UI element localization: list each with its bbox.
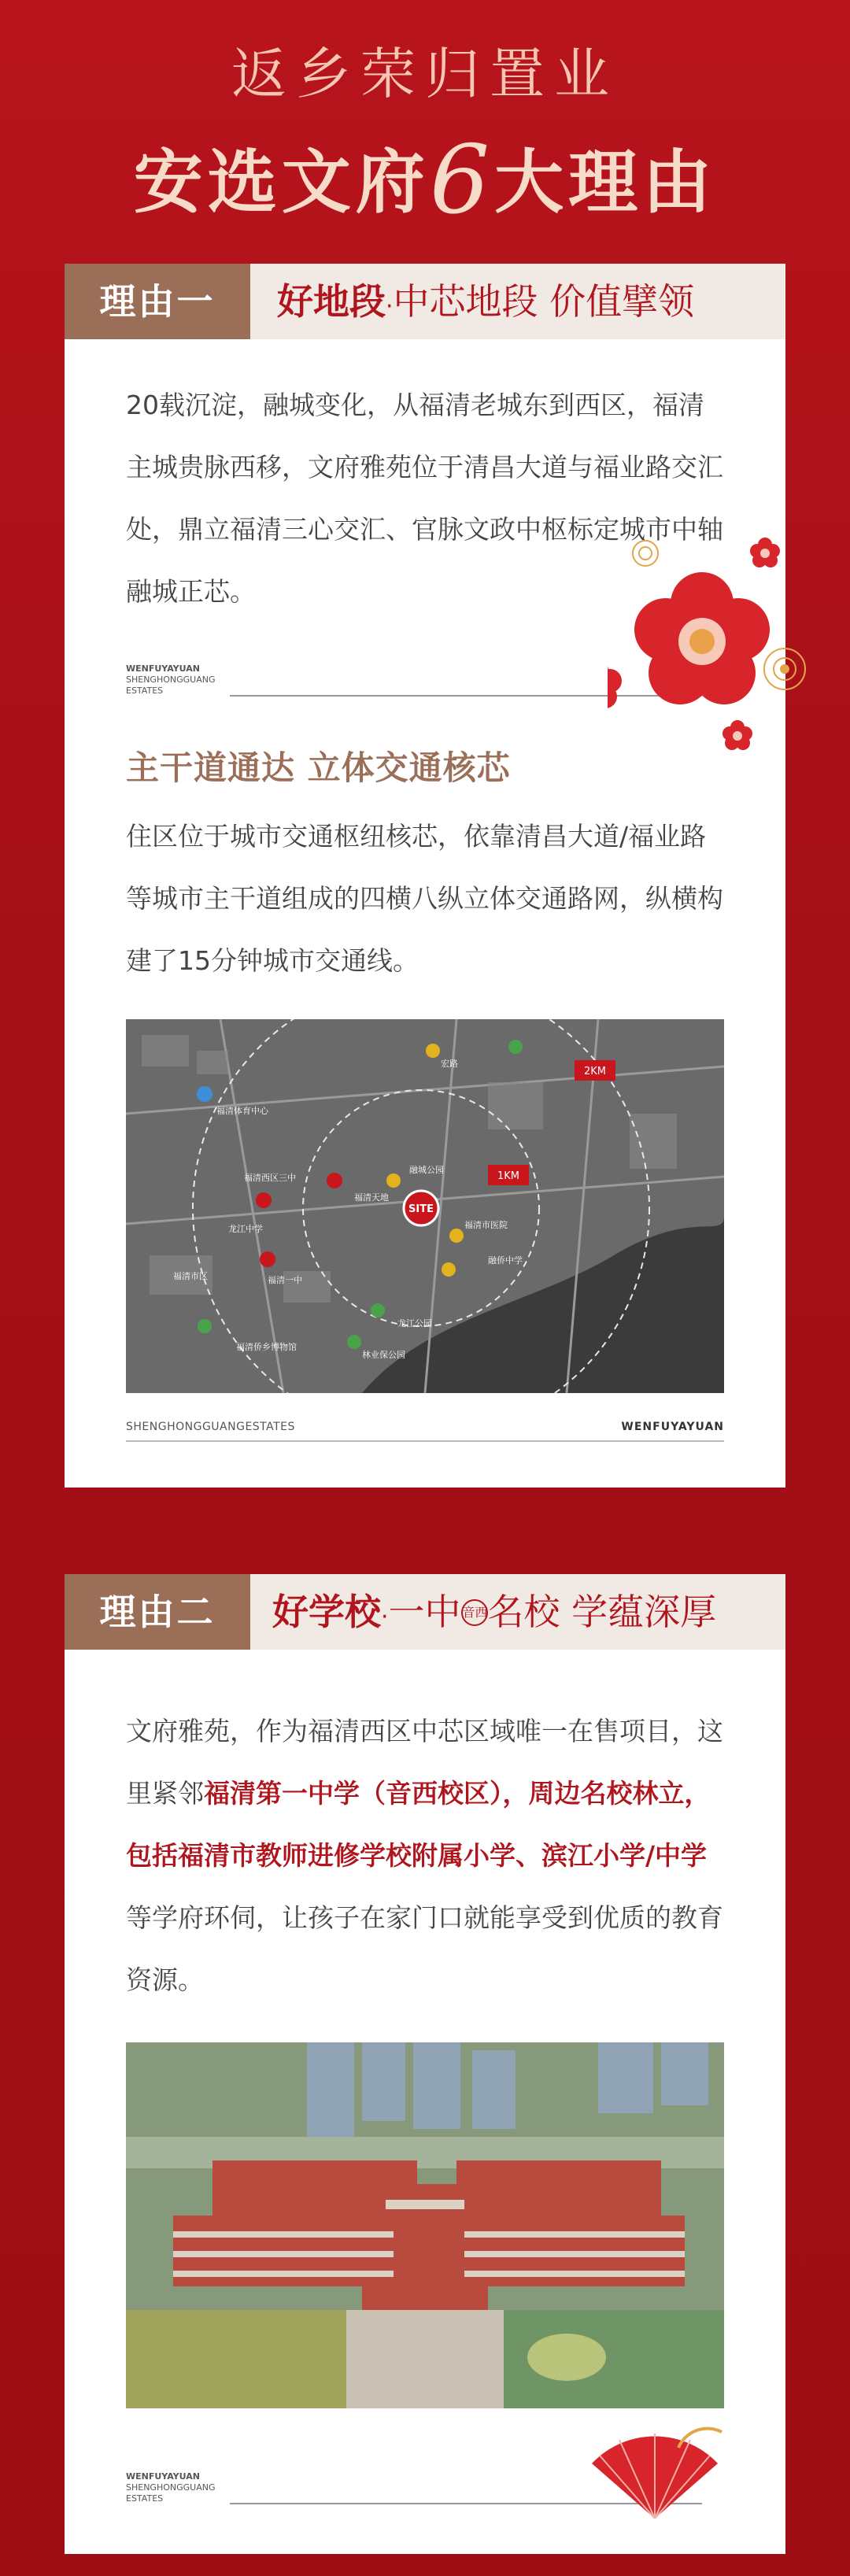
reason-one-heading-rest: 中芯地段 价值擘领	[393, 280, 695, 323]
footer-divider	[126, 1440, 724, 1442]
reason-two-tab-label: 理由二	[65, 1574, 250, 1650]
map-svg	[126, 1019, 724, 1393]
watermark-line2: SHENGHONGGUANG	[126, 674, 216, 685]
reason-two-text-part2: 等学府环伺，让孩子在家门口就能享受到优质的教育资源。	[126, 1902, 723, 1995]
watermark2-line2: SHENGHONGGUANG	[126, 2482, 216, 2493]
title-line2-suffix: 大理由	[494, 142, 717, 223]
map-place-label: 福清体育中心	[216, 1106, 268, 1116]
footer-left-text: SHENGHONGGUANGESTATES	[126, 1421, 295, 1433]
map-place-label: 融侨中学	[488, 1255, 523, 1266]
reason-two-heading-mid: 一中	[388, 1591, 461, 1633]
heading-dot: ·	[381, 1603, 389, 1631]
watermark2-line1: WENFUYAYUAN	[126, 2471, 200, 2482]
watermark-line1: WENFUYAYUAN	[126, 663, 200, 674]
reason-one-tab	[65, 264, 785, 339]
reason-one-paragraph: 20载沉淀，融城变化，从福清老城东到西区，福清主城贵脉西移，文府雅苑位于清昌大道与福业路交汇处，鼎立福清三心交汇、官脉文政中枢标定城市中轴融城正芯。	[126, 390, 723, 607]
map-place-label: 龙江公园	[397, 1318, 432, 1329]
heading-dot: ·	[386, 293, 394, 320]
reason-two-paragraph	[126, 1700, 724, 2011]
reason-two-tab	[65, 1574, 785, 1650]
reason-two-heading-strong: 好学校	[272, 1591, 381, 1633]
map-place-label: 福清西区三中	[244, 1173, 296, 1183]
reason-two-highlight: 福清第一中学（音西校区），周边名校林立，包括福清市教师进修学校附属小学、滨江小学/中学	[126, 1778, 711, 1871]
school-aerial-photo	[126, 2042, 724, 2408]
title-line2-prefix: 安选文府	[133, 142, 430, 223]
map-place-label: 福清天地	[354, 1192, 389, 1203]
page-header	[0, 0, 850, 252]
ring-1km-label: 1KM	[497, 1170, 520, 1182]
reason-two-text-part1: 文府雅苑，作为福清西区中芯区域唯一在售项目，这里紧邻	[126, 1716, 723, 1809]
reason-one-tab-label: 理由一	[65, 264, 250, 339]
map-place-label: 福清市区	[173, 1271, 208, 1281]
reason-two-heading-circle: 音西	[461, 1599, 488, 1626]
reason-one-heading	[250, 264, 785, 339]
map-place-label: 福清一中	[268, 1275, 302, 1285]
map-place-label: 福清侨乡博物馆	[236, 1342, 297, 1352]
reason-two-card	[65, 1574, 785, 2554]
title-line2-number: 6	[429, 126, 495, 235]
school-photo-svg	[126, 2042, 724, 2408]
map-place-label: 宏路	[441, 1059, 458, 1069]
watermark-line3: ESTATES	[126, 686, 164, 696]
header-title-line1: 返乡荣归置业	[231, 42, 619, 106]
reason-one-card	[65, 264, 785, 1488]
watermark-block-2	[126, 2471, 216, 2504]
map-place-label: 融城公园	[409, 1165, 444, 1175]
reason-two-heading	[250, 1574, 785, 1650]
watermark2-line3: ESTATES	[126, 2493, 164, 2504]
reason-one-heading-strong: 好地段	[277, 280, 386, 323]
location-map	[126, 1019, 724, 1393]
ring-2km-label: 2KM	[583, 1066, 607, 1077]
map-place-label: 林业保公园	[362, 1350, 405, 1360]
header-title-line2	[0, 126, 850, 235]
watermark-block	[126, 663, 216, 697]
reason-one-subparagraph: 住区位于城市交通枢纽核芯，依靠清昌大道/福业路等城市主干道组成的四横八纵立体交通路网，纵横构建了15分钟城市交通线。	[126, 821, 723, 976]
footer-right-text: WENFUYAYUAN	[621, 1421, 724, 1433]
reason-two-heading-rest: 名校 学蕴深厚	[487, 1591, 717, 1633]
map-place-label: 福清市医院	[464, 1220, 508, 1230]
site-marker-label: SITE	[408, 1203, 434, 1215]
gold-flower-icon	[757, 641, 812, 697]
map-place-label: 龙江中学	[228, 1224, 263, 1234]
paper-fan-decoration-icon	[584, 2416, 726, 2519]
reason-one-subheading: 主干道通达 立体交通核芯	[126, 748, 511, 787]
